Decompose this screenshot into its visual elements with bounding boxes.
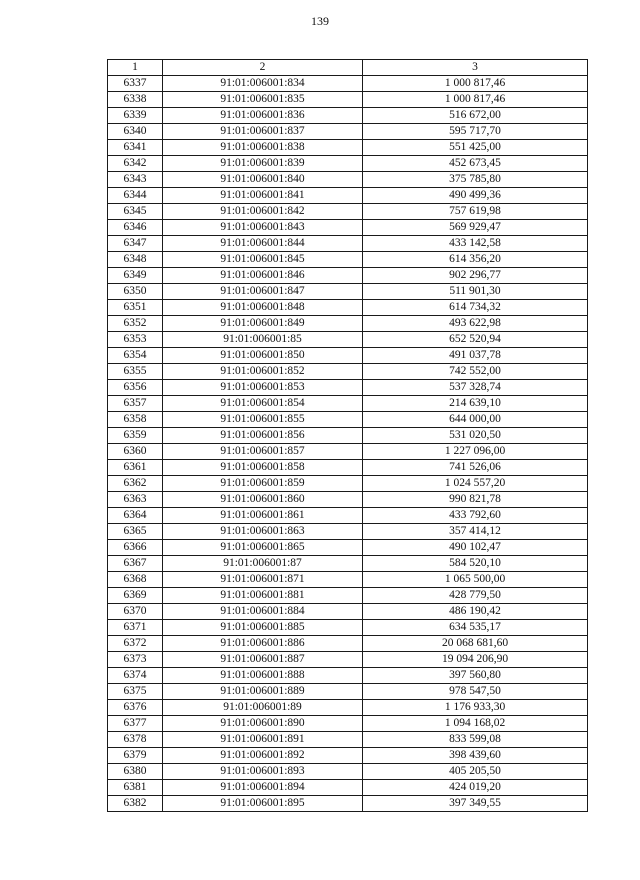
cadastral-number-cell: 91:01:006001:855 <box>163 412 363 428</box>
cadastral-number-cell: 91:01:006001:853 <box>163 380 363 396</box>
row-number-cell: 6365 <box>108 524 163 540</box>
cadastral-value-cell: 357 414,12 <box>363 524 588 540</box>
table-row <box>108 524 588 540</box>
row-number-cell: 6338 <box>108 92 163 108</box>
cadastral-number-cell: 91:01:006001:835 <box>163 92 363 108</box>
table-row <box>108 108 588 124</box>
cadastral-value-cell: 531 020,50 <box>363 428 588 444</box>
page-number: 139 <box>311 14 329 28</box>
table-row <box>108 204 588 220</box>
cadastral-number-cell: 91:01:006001:848 <box>163 300 363 316</box>
cadastral-number-cell: 91:01:006001:884 <box>163 604 363 620</box>
row-number-cell: 6339 <box>108 108 163 124</box>
cadastral-value-cell: 1 000 817,46 <box>363 76 588 92</box>
table-row <box>108 220 588 236</box>
row-number-cell: 6374 <box>108 668 163 684</box>
cadastral-number-cell: 91:01:006001:865 <box>163 540 363 556</box>
table-row <box>108 76 588 92</box>
table-row <box>108 124 588 140</box>
cadastral-value-cell: 1 094 168,02 <box>363 716 588 732</box>
row-number-cell: 6380 <box>108 764 163 780</box>
cadastral-value-cell: 19 094 206,90 <box>363 652 588 668</box>
row-number-cell: 6353 <box>108 332 163 348</box>
row-number-cell: 6381 <box>108 780 163 796</box>
table-row <box>108 348 588 364</box>
row-number-cell: 6340 <box>108 124 163 140</box>
row-number-cell: 6379 <box>108 748 163 764</box>
cadastral-value-cell: 20 068 681,60 <box>363 636 588 652</box>
cadastral-value-cell: 833 599,08 <box>363 732 588 748</box>
table-row <box>108 172 588 188</box>
row-number-cell: 6355 <box>108 364 163 380</box>
row-number-cell: 6368 <box>108 572 163 588</box>
cadastral-number-cell: 91:01:006001:842 <box>163 204 363 220</box>
row-number-cell: 6360 <box>108 444 163 460</box>
cadastral-number-cell: 91:01:006001:894 <box>163 780 363 796</box>
cadastral-number-cell: 91:01:006001:861 <box>163 508 363 524</box>
cadastral-number-cell: 91:01:006001:836 <box>163 108 363 124</box>
row-number-cell: 6350 <box>108 284 163 300</box>
table-row <box>108 476 588 492</box>
table-row <box>108 748 588 764</box>
cadastral-number-cell: 91:01:006001:847 <box>163 284 363 300</box>
row-number-cell: 6346 <box>108 220 163 236</box>
table-row <box>108 236 588 252</box>
header-row <box>108 60 588 76</box>
table-row <box>108 652 588 668</box>
cadastral-value-cell: 595 717,70 <box>363 124 588 140</box>
row-number-cell: 6362 <box>108 476 163 492</box>
cadastral-value-cell: 511 901,30 <box>363 284 588 300</box>
cadastral-value-cell: 424 019,20 <box>363 780 588 796</box>
column-header-cadastral-id: 2 <box>163 60 363 76</box>
cadastral-number-cell: 91:01:006001:863 <box>163 524 363 540</box>
cadastral-value-cell: 375 785,80 <box>363 172 588 188</box>
table-row <box>108 796 588 812</box>
table-row <box>108 396 588 412</box>
cadastral-number-cell: 91:01:006001:893 <box>163 764 363 780</box>
cadastral-number-cell: 91:01:006001:858 <box>163 460 363 476</box>
cadastral-value-cell: 1 024 557,20 <box>363 476 588 492</box>
cadastral-value-cell: 742 552,00 <box>363 364 588 380</box>
cadastral-number-cell: 91:01:006001:889 <box>163 684 363 700</box>
cadastral-number-cell: 91:01:006001:887 <box>163 652 363 668</box>
row-number-cell: 6354 <box>108 348 163 364</box>
table-row <box>108 764 588 780</box>
cadastral-number-cell: 91:01:006001:87 <box>163 556 363 572</box>
row-number-cell: 6349 <box>108 268 163 284</box>
table-row <box>108 444 588 460</box>
row-number-cell: 6358 <box>108 412 163 428</box>
column-header-number: 1 <box>108 60 163 76</box>
cadastral-value-cell: 1 227 096,00 <box>363 444 588 460</box>
cadastral-value-cell: 214 639,10 <box>363 396 588 412</box>
cadastral-number-cell: 91:01:006001:85 <box>163 332 363 348</box>
cadastral-number-cell: 91:01:006001:881 <box>163 588 363 604</box>
row-number-cell: 6371 <box>108 620 163 636</box>
cadastral-value-cell: 1 000 817,46 <box>363 92 588 108</box>
cadastral-number-cell: 91:01:006001:860 <box>163 492 363 508</box>
row-number-cell: 6370 <box>108 604 163 620</box>
row-number-cell: 6363 <box>108 492 163 508</box>
table-row <box>108 636 588 652</box>
cadastral-number-cell: 91:01:006001:890 <box>163 716 363 732</box>
cadastral-number-cell: 91:01:006001:849 <box>163 316 363 332</box>
table-row <box>108 332 588 348</box>
row-number-cell: 6366 <box>108 540 163 556</box>
cadastral-number-cell: 91:01:006001:837 <box>163 124 363 140</box>
row-number-cell: 6351 <box>108 300 163 316</box>
cadastral-value-cell: 452 673,45 <box>363 156 588 172</box>
row-number-cell: 6347 <box>108 236 163 252</box>
cadastral-number-cell: 91:01:006001:859 <box>163 476 363 492</box>
table-row <box>108 572 588 588</box>
cadastral-value-cell: 1 176 933,30 <box>363 700 588 716</box>
row-number-cell: 6352 <box>108 316 163 332</box>
table-row <box>108 780 588 796</box>
row-number-cell: 6364 <box>108 508 163 524</box>
row-number-cell: 6337 <box>108 76 163 92</box>
cadastral-number-cell: 91:01:006001:895 <box>163 796 363 812</box>
cadastral-value-cell: 902 296,77 <box>363 268 588 284</box>
table-row <box>108 732 588 748</box>
row-number-cell: 6373 <box>108 652 163 668</box>
table-row <box>108 492 588 508</box>
row-number-cell: 6378 <box>108 732 163 748</box>
table-row <box>108 684 588 700</box>
row-number-cell: 6356 <box>108 380 163 396</box>
row-number-cell: 6376 <box>108 700 163 716</box>
table-row <box>108 620 588 636</box>
cadastral-value-cell: 490 102,47 <box>363 540 588 556</box>
cadastral-value-cell: 433 142,58 <box>363 236 588 252</box>
cadastral-number-cell: 91:01:006001:857 <box>163 444 363 460</box>
cadastral-value-cell: 491 037,78 <box>363 348 588 364</box>
cadastral-number-cell: 91:01:006001:871 <box>163 572 363 588</box>
table-row <box>108 460 588 476</box>
row-number-cell: 6345 <box>108 204 163 220</box>
cadastral-number-cell: 91:01:006001:840 <box>163 172 363 188</box>
cadastral-value-cell: 614 356,20 <box>363 252 588 268</box>
cadastral-value-cell: 1 065 500,00 <box>363 572 588 588</box>
table-row <box>108 508 588 524</box>
cadastral-number-cell: 91:01:006001:885 <box>163 620 363 636</box>
cadastral-value-cell: 486 190,42 <box>363 604 588 620</box>
cadastral-value-cell: 757 619,98 <box>363 204 588 220</box>
table-row <box>108 364 588 380</box>
table-row <box>108 540 588 556</box>
cadastral-value-cell: 397 349,55 <box>363 796 588 812</box>
table-row <box>108 316 588 332</box>
cadastral-value-cell: 644 000,00 <box>363 412 588 428</box>
table-row <box>108 300 588 316</box>
cadastral-value-cell: 516 672,00 <box>363 108 588 124</box>
cadastral-value-cell: 634 535,17 <box>363 620 588 636</box>
row-number-cell: 6377 <box>108 716 163 732</box>
cadastral-value-cell: 433 792,60 <box>363 508 588 524</box>
column-header-value: 3 <box>363 60 588 76</box>
row-number-cell: 6367 <box>108 556 163 572</box>
table-row <box>108 700 588 716</box>
table-row <box>108 92 588 108</box>
cadastral-value-cell: 398 439,60 <box>363 748 588 764</box>
cadastral-number-cell: 91:01:006001:839 <box>163 156 363 172</box>
row-number-cell: 6341 <box>108 140 163 156</box>
row-number-cell: 6382 <box>108 796 163 812</box>
cadastral-number-cell: 91:01:006001:888 <box>163 668 363 684</box>
cadastral-value-cell: 569 929,47 <box>363 220 588 236</box>
cadastral-value-cell: 584 520,10 <box>363 556 588 572</box>
cadastral-number-cell: 91:01:006001:891 <box>163 732 363 748</box>
cadastral-value-cell: 493 622,98 <box>363 316 588 332</box>
cadastral-number-cell: 91:01:006001:838 <box>163 140 363 156</box>
row-number-cell: 6359 <box>108 428 163 444</box>
table-row <box>108 412 588 428</box>
table-body <box>108 76 588 812</box>
cadastral-value-cell: 741 526,06 <box>363 460 588 476</box>
cadastral-number-cell: 91:01:006001:856 <box>163 428 363 444</box>
table-row <box>108 604 588 620</box>
cadastral-value-cell: 652 520,94 <box>363 332 588 348</box>
row-number-cell: 6361 <box>108 460 163 476</box>
table-row <box>108 428 588 444</box>
cadastral-value-cell: 397 560,80 <box>363 668 588 684</box>
table-row <box>108 284 588 300</box>
table-row <box>108 716 588 732</box>
cadastral-value-table <box>107 59 588 812</box>
row-number-cell: 6372 <box>108 636 163 652</box>
cadastral-number-cell: 91:01:006001:892 <box>163 748 363 764</box>
row-number-cell: 6342 <box>108 156 163 172</box>
cadastral-number-cell: 91:01:006001:845 <box>163 252 363 268</box>
row-number-cell: 6348 <box>108 252 163 268</box>
table-row <box>108 188 588 204</box>
cadastral-number-cell: 91:01:006001:843 <box>163 220 363 236</box>
cadastral-value-cell: 551 425,00 <box>363 140 588 156</box>
table-row <box>108 588 588 604</box>
table-row <box>108 252 588 268</box>
cadastral-number-cell: 91:01:006001:850 <box>163 348 363 364</box>
table-row <box>108 668 588 684</box>
cadastral-number-cell: 91:01:006001:841 <box>163 188 363 204</box>
cadastral-value-cell: 490 499,36 <box>363 188 588 204</box>
table-row <box>108 380 588 396</box>
cadastral-number-cell: 91:01:006001:89 <box>163 700 363 716</box>
row-number-cell: 6375 <box>108 684 163 700</box>
table-header <box>108 60 588 76</box>
cadastral-value-cell: 537 328,74 <box>363 380 588 396</box>
row-number-cell: 6343 <box>108 172 163 188</box>
cadastral-number-cell: 91:01:006001:844 <box>163 236 363 252</box>
table-row <box>108 556 588 572</box>
cadastral-value-cell: 614 734,32 <box>363 300 588 316</box>
table-row <box>108 140 588 156</box>
cadastral-value-cell: 990 821,78 <box>363 492 588 508</box>
row-number-cell: 6344 <box>108 188 163 204</box>
cadastral-number-cell: 91:01:006001:854 <box>163 396 363 412</box>
table-row <box>108 156 588 172</box>
row-number-cell: 6357 <box>108 396 163 412</box>
cadastral-value-cell: 405 205,50 <box>363 764 588 780</box>
cadastral-number-cell: 91:01:006001:886 <box>163 636 363 652</box>
cadastral-number-cell: 91:01:006001:852 <box>163 364 363 380</box>
cadastral-number-cell: 91:01:006001:834 <box>163 76 363 92</box>
cadastral-value-cell: 428 779,50 <box>363 588 588 604</box>
table-row <box>108 268 588 284</box>
cadastral-value-cell: 978 547,50 <box>363 684 588 700</box>
cadastral-number-cell: 91:01:006001:846 <box>163 268 363 284</box>
row-number-cell: 6369 <box>108 588 163 604</box>
